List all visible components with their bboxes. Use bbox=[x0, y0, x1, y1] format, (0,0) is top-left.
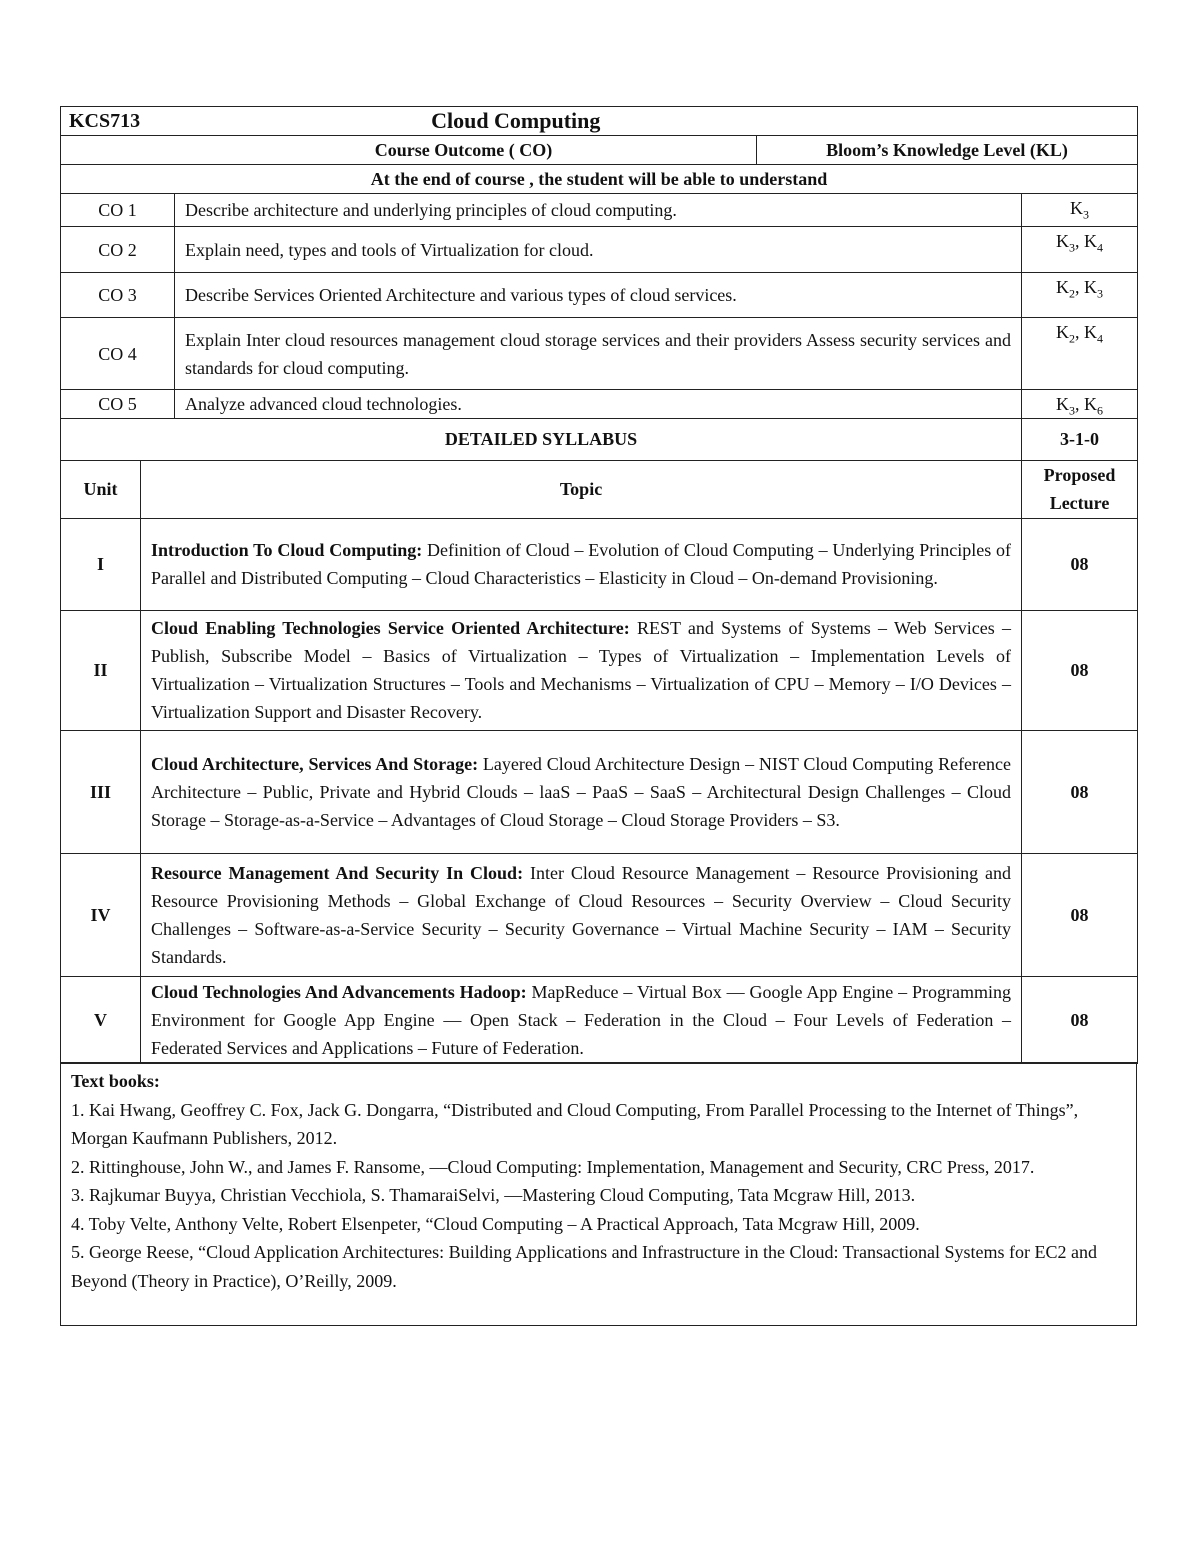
textbooks-section bbox=[60, 1062, 1137, 1326]
co-id: CO 4 bbox=[61, 318, 175, 390]
co-row bbox=[61, 273, 1138, 318]
textbook-item: 2. Rittinghouse, John W., and James F. Ransome, —Cloud Computing: Implementation, Management and Security, CRC Press, 2017. bbox=[71, 1156, 1035, 1177]
unit-lectures: 08 bbox=[1022, 730, 1138, 853]
co-id: CO 3 bbox=[61, 273, 175, 318]
co-description: Describe Services Oriented Architecture and various types of cloud services. bbox=[175, 273, 1022, 318]
co-description: Analyze advanced cloud technologies. bbox=[175, 390, 1022, 419]
syllabus-title: DETAILED SYLLABUS bbox=[61, 418, 1022, 460]
unit-topic: Introduction To Cloud Computing: Definition of Cloud – Evolution of Cloud Computing – Underlying Principles of Parallel and Distributed Computing – Cloud Characteristics – Elasticity in Cloud – On-demand Provisioning. bbox=[141, 518, 1022, 610]
co-id: CO 5 bbox=[61, 390, 175, 419]
unit-number: II bbox=[61, 610, 141, 730]
course-code: KCS713 bbox=[61, 107, 175, 136]
syllabus-page bbox=[60, 106, 1137, 1326]
textbook-item: 4. Toby Velte, Anthony Velte, Robert Elsenpeter, “Cloud Computing – A Practical Approach, Tata Mcgraw Hill, 2009. bbox=[71, 1213, 920, 1234]
co-row bbox=[61, 194, 1138, 227]
unit-row bbox=[61, 518, 1138, 610]
col-lecture: Proposed Lecture bbox=[1022, 460, 1138, 518]
unit-lectures: 08 bbox=[1022, 976, 1138, 1063]
co-kl: $K_2$, $K_4$ bbox=[1022, 318, 1138, 390]
course-outcome-table bbox=[60, 106, 1138, 419]
unit-number: V bbox=[61, 976, 141, 1063]
unit-lectures: 08 bbox=[1022, 610, 1138, 730]
col-unit: Unit bbox=[61, 460, 141, 518]
unit-row bbox=[61, 976, 1138, 1063]
textbook-item: 3. Rajkumar Buyya, Christian Vecchiola, S. ThamaraiSelvi, —Mastering Cloud Computing, Tata Mcgraw Hill, 2013. bbox=[71, 1185, 916, 1205]
co-header: Course Outcome ( CO) bbox=[61, 136, 757, 165]
ltp-value: 3-1-0 bbox=[1022, 418, 1138, 460]
unit-number: I bbox=[61, 518, 141, 610]
co-row bbox=[61, 390, 1138, 419]
kl-header: Bloom’s Knowledge Level (KL) bbox=[757, 136, 1138, 165]
unit-number: IV bbox=[61, 853, 141, 976]
co-description: Describe architecture and underlying principles of cloud computing. bbox=[175, 194, 1022, 227]
course-title: Cloud Computing bbox=[175, 107, 1138, 136]
co-intro: At the end of course , the student will be able to understand bbox=[61, 165, 1138, 194]
co-id: CO 1 bbox=[61, 194, 175, 227]
col-topic: Topic bbox=[141, 460, 1022, 518]
textbooks-title: Text books: bbox=[71, 1071, 160, 1091]
unit-lectures: 08 bbox=[1022, 518, 1138, 610]
co-kl: $K_3$, $K_6$ bbox=[1022, 390, 1138, 419]
co-kl: $K_3$ bbox=[1022, 194, 1138, 227]
co-id: CO 2 bbox=[61, 227, 175, 273]
textbook-item: 5. George Reese, “Cloud Application Architectures: Building Applications and Infrastructure in the Cloud: Transactional Systems for EC2 and Beyond (Theory in Practice), O’Reilly, 2009. bbox=[71, 1242, 1097, 1291]
unit-row bbox=[61, 610, 1138, 730]
textbooks-cell bbox=[61, 1063, 1137, 1326]
co-description: Explain Inter cloud resources management cloud storage services and their providers Assess security services and standards for cloud computing. bbox=[175, 318, 1022, 390]
unit-topic: Cloud Enabling Technologies Service Oriented Architecture: REST and Systems of Systems – Web Services – Publish, Subscribe Model – Basics of Virtualization – Types of Virtualization – Implementation Levels of Virtualization – Virtualization Structures – Tools and Mechanisms – Virtualization of CPU – Memory – I/O Devices –Virtualization Support and Disaster Recovery. bbox=[141, 610, 1022, 730]
unit-lectures: 08 bbox=[1022, 853, 1138, 976]
unit-topic: Cloud Technologies And Advancements Hadoop: MapReduce – Virtual Box — Google App Engine – Programming Environment for Google App Engine — Open Stack – Federation in the Cloud – Four Levels of Federation – Federated Services and Applications – Future of Federation. bbox=[141, 976, 1022, 1063]
unit-topic: Resource Management And Security In Cloud: Inter Cloud Resource Management – Resource Provisioning and Resource Provisioning Methods – Global Exchange of Cloud Resources – Security Overview – Cloud Security Challenges – Software-as-a-Service Security – Security Governance – Virtual Machine Security – IAM – Security Standards. bbox=[141, 853, 1022, 976]
unit-row bbox=[61, 730, 1138, 853]
co-row bbox=[61, 318, 1138, 390]
unit-row bbox=[61, 853, 1138, 976]
textbook-item: 1. Kai Hwang, Geoffrey C. Fox, Jack G. Dongarra, “Distributed and Cloud Computing, From Parallel Processing to the Internet of Things”, Morgan Kaufmann Publishers, 2012. bbox=[71, 1099, 1079, 1148]
co-kl: $K_2$, $K_3$ bbox=[1022, 273, 1138, 318]
co-description: Explain need, types and tools of Virtualization for cloud. bbox=[175, 227, 1022, 273]
detailed-syllabus-table bbox=[60, 418, 1138, 1064]
co-kl: $K_3$, $K_4$ bbox=[1022, 227, 1138, 273]
unit-number: III bbox=[61, 730, 141, 853]
unit-topic: Cloud Architecture, Services And Storage: Layered Cloud Architecture Design – NIST Cloud Computing Reference Architecture – Public, Private and Hybrid Clouds – laaS – PaaS – SaaS – Architectural Design Challenges – Cloud Storage – Storage-as-a-Service – Advantages of Cloud Storage – Cloud Storage Providers – S3. bbox=[141, 730, 1022, 853]
co-row bbox=[61, 227, 1138, 273]
